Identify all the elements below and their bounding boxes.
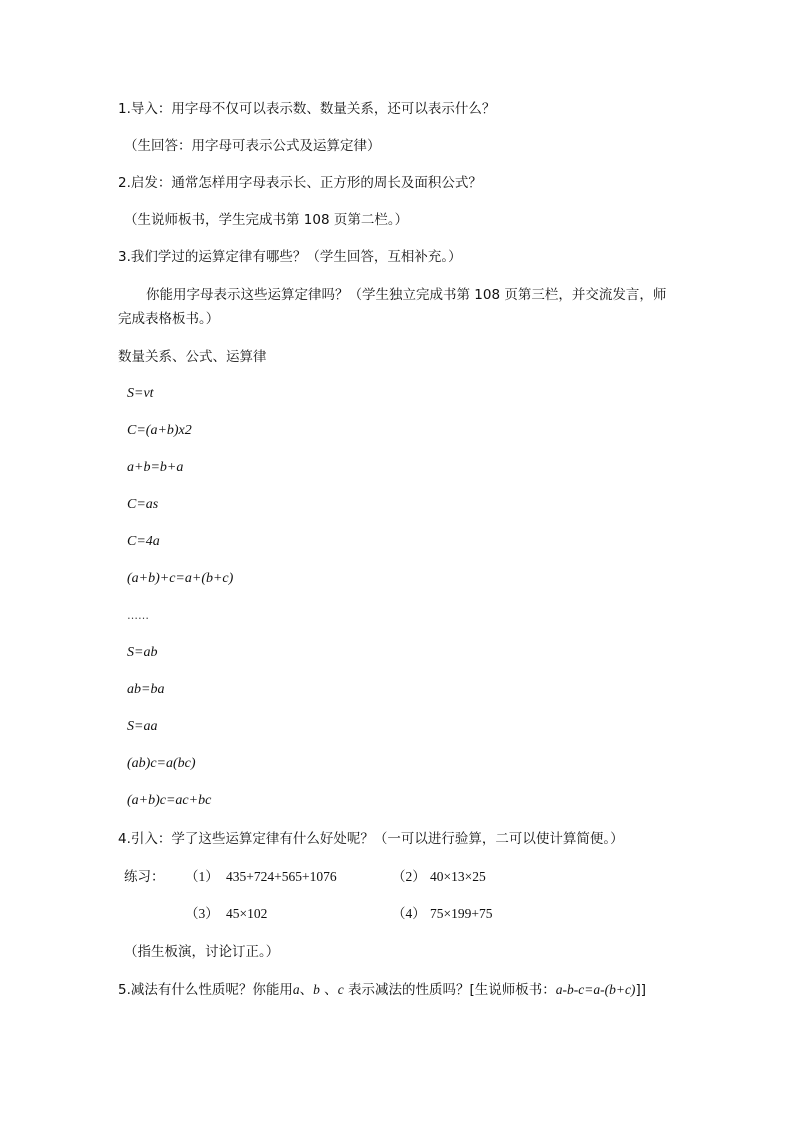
- practice-3-number: （3）: [185, 906, 219, 921]
- formula-multiplication-associative: (ab)c=a(bc): [127, 756, 196, 771]
- formula-square-area: S=aa: [127, 719, 158, 734]
- practice-1-expression: 435+724+565+1076: [226, 869, 337, 884]
- practice-4-number: （4）: [392, 906, 426, 921]
- formula-addition-associative: (a+b)+c=a+(b+c): [127, 571, 234, 586]
- practice-label: 练习：: [124, 869, 165, 885]
- formula-perimeter-as: C=as: [127, 497, 159, 512]
- separator-1: 、: [299, 982, 314, 998]
- question-5-middle: 表示减法的性质吗？[生说师板书：: [343, 982, 556, 998]
- formula-multiplication-commutative: ab=ba: [127, 682, 165, 697]
- formula-distributive: (a+b)c=ac+bc: [127, 793, 212, 808]
- separator-2: 、: [319, 982, 338, 998]
- practice-4-expression: 75×199+75: [430, 906, 493, 921]
- practice-1-number: （1）: [185, 869, 219, 884]
- formula-rectangle-perimeter: C=(a+b)x2: [127, 423, 192, 438]
- variable-c: c: [337, 982, 344, 997]
- practice-2-expression: 40×13×25: [430, 869, 486, 884]
- subtraction-property-formula: a-b-c=a-(b+c): [555, 982, 636, 997]
- formula-speed: S=vt: [127, 386, 154, 401]
- formula-rectangle-area: S=ab: [127, 645, 158, 660]
- question-2: 2.启发：通常怎样用字母表示长、正方形的周长及面积公式？: [118, 175, 482, 191]
- formula-square-perimeter: C=4a: [127, 534, 160, 549]
- practice-note: （指生板演，讨论订正。）: [124, 944, 280, 960]
- practice-3-expression: 45×102: [226, 906, 268, 921]
- answer-1: （生回答：用字母可表示公式及运算定律）: [124, 138, 381, 154]
- table-heading: 数量关系、公式、运算律: [118, 349, 267, 365]
- question-3-detail-line-2: 完成表格板书。）: [118, 311, 220, 327]
- question-5-prefix: 5.减法有什么性质呢？你能用: [118, 982, 293, 998]
- question-4: 4.引入：学了这些运算定律有什么好处呢？（一可以进行验算，二可以使计算简便。）: [118, 831, 624, 847]
- formula-addition-commutative: a+b=b+a: [127, 460, 184, 475]
- question-3-detail-line-1: 你能用字母表示这些运算定律吗？（学生独立完成书第 108 页第三栏，并交流发言，师: [146, 287, 667, 303]
- variable-a: a: [292, 982, 300, 997]
- practice-2-number: （2）: [392, 869, 426, 884]
- answer-2: （生说师板书，学生完成书第 108 页第二栏。）: [124, 212, 409, 228]
- question-3: 3.我们学过的运算定律有哪些？（学生回答，互相补充。）: [118, 249, 462, 265]
- question-1: 1.导入：用字母不仅可以表示数、数量关系，还可以表示什么？: [118, 101, 496, 117]
- variable-b: b: [313, 982, 320, 997]
- ellipsis: ……: [127, 609, 149, 622]
- question-5: [118, 981, 646, 999]
- question-5-suffix: ]]: [635, 982, 646, 998]
